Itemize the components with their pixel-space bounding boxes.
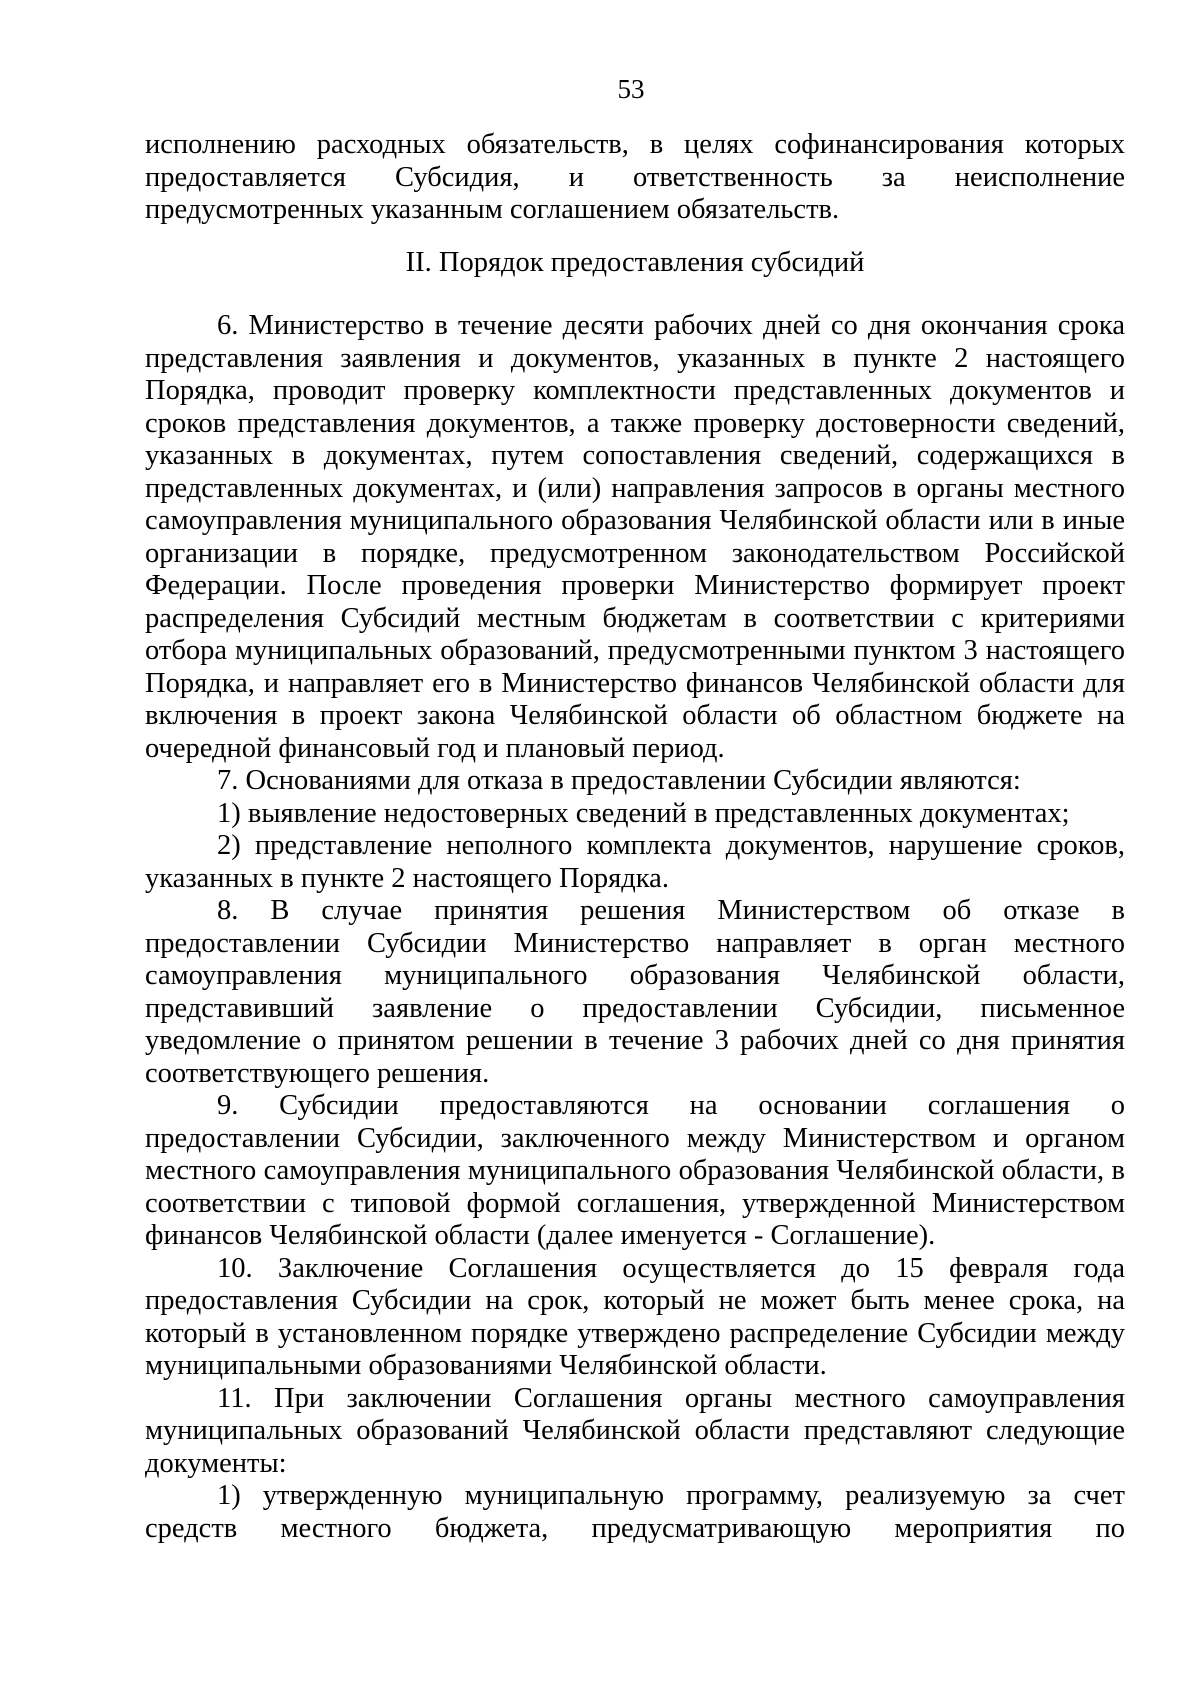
paragraph-11-item-1: 1) утвержденную муниципальную программу, реализуемую за счет средств местного бюджета, предусматривающую мероприятия по — [145, 1480, 1125, 1544]
paragraph-11: 11. При заключении Соглашения органы местного самоуправления муниципальных образований Челябинской области представляют следующие документы: — [145, 1382, 1125, 1479]
intro-paragraph: исполнению расходных обязательств, в целях софинансирования которых предоставляется Субсидия, и ответственность за неисполнение предусмотренных указанным соглашением обязательств. — [145, 129, 1125, 225]
paragraph-10: 10. Заключение Соглашения осуществляется до 15 февраля года предоставления Субсидии на срок, который не может быть менее срока, на который в установленном порядке утверждено распределение Субсидии между муниципальными образованиями Челябинской области. — [145, 1252, 1125, 1381]
paragraph-9: 9. Субсидии предоставляются на основании соглашения о предоставлении Субсидии, заключенного между Министерством и органом местного самоуправления муниципального образования Челябинской области, в соответствии с типовой формой соглашения, утвержденной Министерством финансов Челябинской области (далее именуется - Соглашение). — [145, 1090, 1125, 1251]
section-heading: II. Порядок предоставления субсидий — [405, 246, 865, 278]
page-number: 53 — [617, 74, 645, 104]
paragraph-8: 8. В случае принятия решения Министерством об отказе в предоставлении Субсидии Министерство направляет в орган местного самоуправления муниципального образования Челябинской области, представивший заявление о предоставлении Субсидии, письменное уведомление о принятом решении в течение 3 рабочих дней со дня принятия соответствующего решения. — [145, 895, 1125, 1089]
paragraph-6: 6. Министерство в течение десяти рабочих дней со дня окончания срока представления заявления и документов, указанных в пункте 2 настоящего Порядка, проводит проверку комплектности представленных документов и сроков представления документов, а также проверку достоверности сведений, указанных в документах, путем сопоставления сведений, содержащихся в представленных документах, и (или) направления запросов в органы местного самоуправления муниципального образования Челябинской области или в иные организации в порядке, предусмотренном законодательством Российской Федерации. После проведения проверки Министерство формирует проект распределения Субсидий местным бюджетам в соответствии с критериями отбора муниципальных образований, предусмотренными пунктом 3 настоящего Порядка, и направляет его в Министерство финансов Челябинской области для включения в проект закона Челябинской области об областном бюджете на очередной финансовый год и плановый период. — [145, 310, 1125, 764]
paragraph-7-item-2: 2) представление неполного комплекта документов, нарушение сроков, указанных в пункте 2 настоящего Порядка. — [145, 830, 1125, 894]
paragraph-7: 7. Основаниями для отказа в предоставлении Субсидии являются: — [217, 765, 1021, 796]
document-body — [145, 129, 1125, 1545]
paragraph-7-item-1: 1) выявление недостоверных сведений в представленных документах; — [217, 797, 1070, 829]
